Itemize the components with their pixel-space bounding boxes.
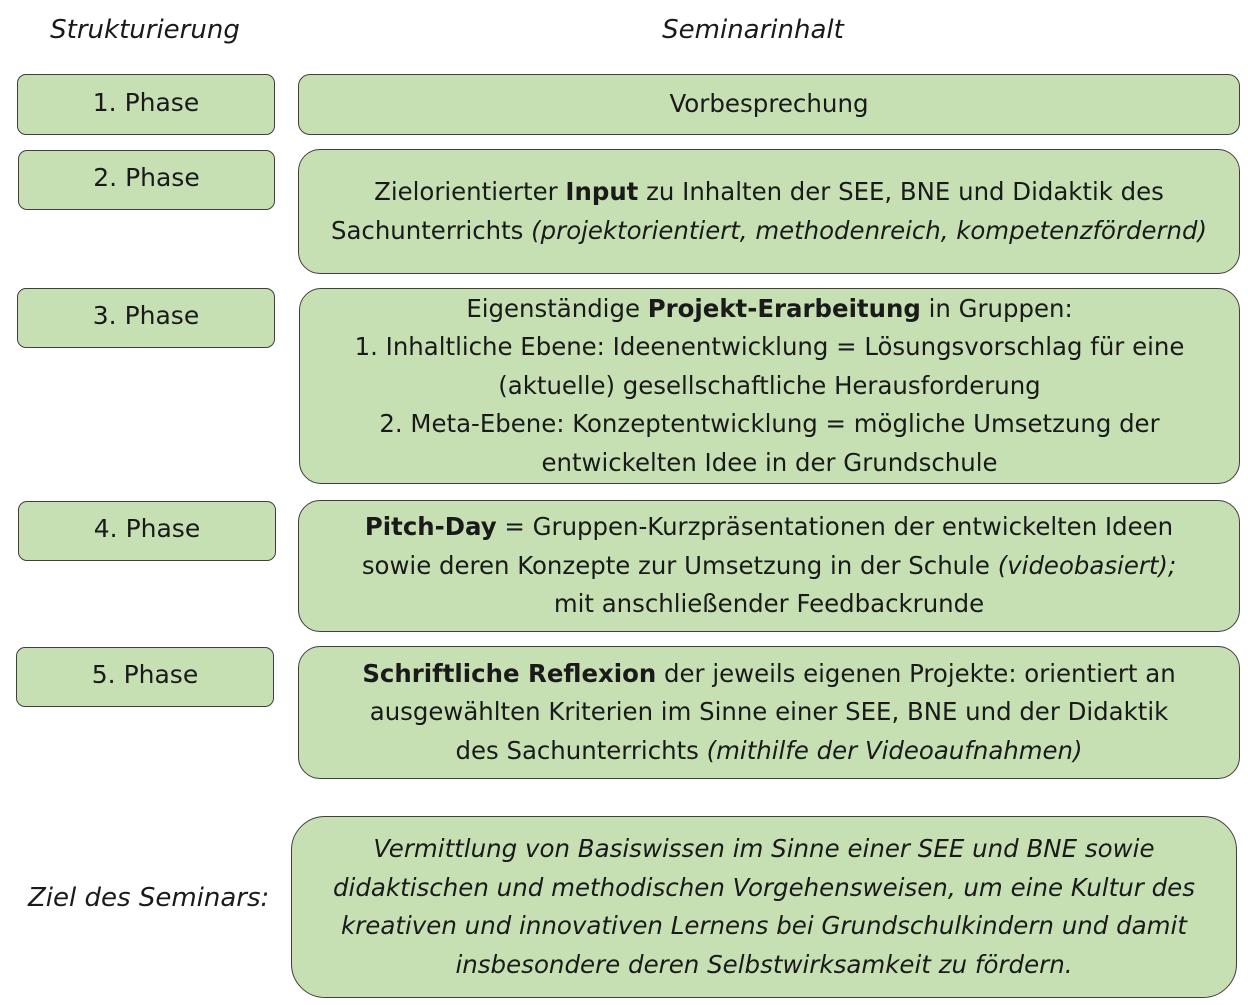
content-phase-2-line-1: Zielorientierter Input zu Inhalten der SEE, BNE und Didaktik des (374, 177, 1164, 206)
goal-line-1: Vermittlung von Basiswissen im Sinne einer SEE und BNE sowie (373, 834, 1155, 863)
content-phase-3-line-2: 1. Inhaltliche Ebene: Ideenentwicklung = Lösungsvorschlag für eine (354, 332, 1185, 362)
content-phase-3-line-5: entwickelten Idee in der Grundschule (541, 447, 998, 477)
phase-5-box (16, 647, 274, 707)
phase-1-label: 1. Phase (92, 87, 200, 117)
content-phase-4-line-3: mit anschließender Feedbackrunde (553, 589, 985, 619)
heading-strukturierung: Strukturierung (50, 15, 240, 45)
goal-line-4: insbesondere deren Selbstwirksamkeit zu fördern. (455, 949, 1073, 979)
content-phase-4-line-2: sowie deren Konzepte zur Umsetzung in der Schule (videobasiert); (361, 550, 1177, 580)
content-phase-5-line-2: ausgewählten Kriterien im Sinne einer SEE, BNE und der Didaktik (369, 697, 1169, 727)
goal-line-2: didaktischen und methodischen Vorgehensweisen, um eine Kultur des (333, 872, 1195, 902)
content-phase-1 (298, 74, 1240, 135)
phase-4-box (18, 501, 276, 561)
content-phase-4 (298, 500, 1240, 632)
goal-box (291, 816, 1237, 998)
phase-2-label: 2. Phase (93, 163, 200, 192)
content-phase-5-line-3: des Sachunterrichts (mithilfe der Videoaufnahmen) (455, 735, 1083, 765)
content-phase-3-line-4: 2. Meta-Ebene: Konzeptentwicklung = mögliche Umsetzung der (379, 409, 1160, 439)
goal-label: Ziel des Seminars: (28, 883, 270, 913)
phase-1-box (17, 74, 275, 135)
content-phase-3-line-3: (aktuelle) gesellschaftliche Herausforderung (498, 370, 1041, 400)
phase-2-box (18, 150, 275, 210)
content-phase-2 (298, 149, 1240, 274)
content-phase-3 (299, 288, 1240, 484)
phase-5-label: 5. Phase (91, 660, 199, 689)
phase-4-label: 4. Phase (93, 514, 201, 543)
content-phase-3-line-1: Eigenständige Projekt-Erarbeitung in Gruppen: (466, 293, 1073, 323)
content-phase-2-line-2: Sachunterrichts (projektorientiert, methodenreich, kompetenzfördernd) (330, 215, 1208, 245)
phase-3-label: 3. Phase (92, 301, 200, 330)
content-phase-4-line-1: Pitch-Day = Gruppen-Kurzpräsentationen der entwickelten Ideen (364, 512, 1174, 542)
heading-seminarinhalt: Seminarinhalt (662, 15, 844, 45)
goal-line-3: kreativen und innovativen Lernens bei Grundschulkindern und damit (341, 911, 1187, 940)
content-phase-1-text: Vorbesprechung (669, 89, 869, 119)
content-phase-5 (298, 646, 1240, 779)
content-phase-5-line-1: Schriftliche Reflexion der jeweils eigenen Projekte: orientiert an (362, 658, 1176, 688)
phase-3-box (17, 288, 275, 348)
